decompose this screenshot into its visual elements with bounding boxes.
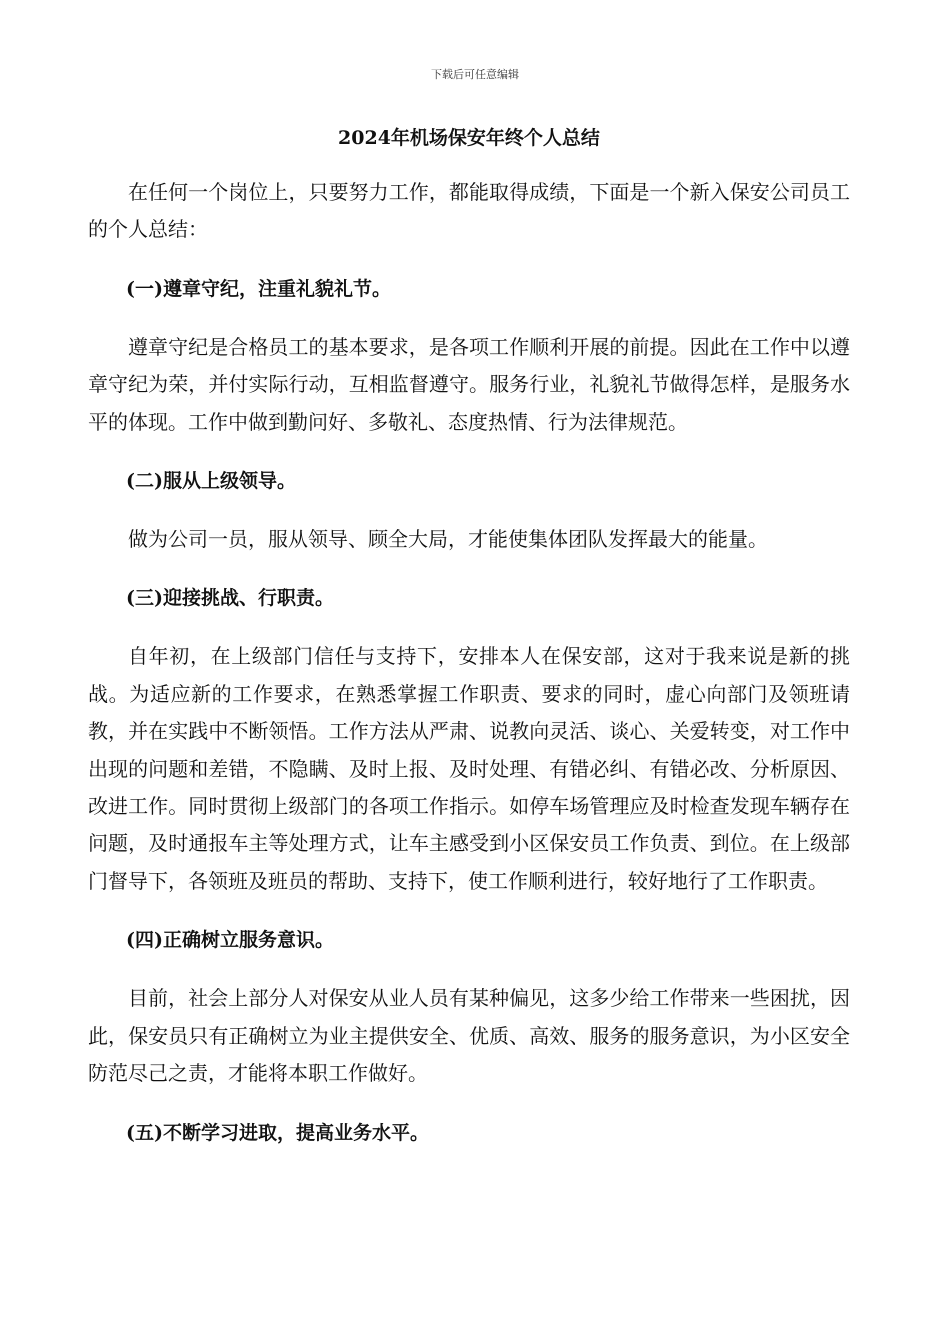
intro-paragraph: 在任何一个岗位上，只要努力工作，都能取得成绩，下面是一个新入保安公司员工的个人总结： [88, 180, 850, 242]
header-note: 下载后可任意编辑 [431, 68, 519, 81]
section-heading-4: (四)正确树立服务意识。 [126, 929, 334, 952]
section-body-1: 遵章守纪是合格员工的基本要求，是各项工作顺利开展的前提。因此在工作中以遵章守纪为荣，并付实际行动，互相监督遵守。服务行业，礼貌礼节做得怎样，是服务水平的体现。工作中做到勤问好、多敬礼、态度热情、行为法律规范。 [88, 334, 850, 434]
section-heading-1: (一)遵章守纪，注重礼貌礼节。 [126, 277, 391, 300]
section-body-4: 目前，社会上部分人对保安从业人员有某种偏见，这多少给工作带来一些困扰，因此，保安员只有正确树立为业主提供安全、优质、高效、服务的服务意识，为小区安全防范尽己之责，才能将本职工作做好。 [88, 986, 850, 1086]
section-heading-5: (五)不断学习进取，提高业务水平。 [126, 1121, 429, 1144]
document-body [88, 120, 850, 1151]
section-body-3: 自年初，在上级部门信任与支持下，安排本人在保安部，这对于我来说是新的挑战。为适应新的工作要求，在熟悉掌握工作职责、要求的同时，虚心向部门及领班请教，并在实践中不断领悟。工作方法从严肃、说教向灵活、谈心、关爱转变，对工作中出现的问题和差错，不隐瞒、及时上报、及时处理、有错必纠、有错必改、分析原因、改进工作。同时贯彻上级部门的各项工作指示。如停车场管理应及时检查发现车辆存在问题，及时通报车主等处理方式，让车主感受到小区保安员工作负责、到位。在上级部门督导下，各领班及班员的帮助、支持下，使工作顺利进行，较好地行了工作职责。 [88, 644, 850, 893]
section-body-2: 做为公司一员，服从领导、顾全大局，才能使集体团队发挥最大的能量。 [128, 527, 768, 552]
section-heading-3: (三)迎接挑战、行职责。 [126, 587, 334, 610]
section-heading-2: (二)服从上级领导。 [126, 470, 296, 493]
document-title: 2024年机场保安年终个人总结 [338, 127, 600, 149]
